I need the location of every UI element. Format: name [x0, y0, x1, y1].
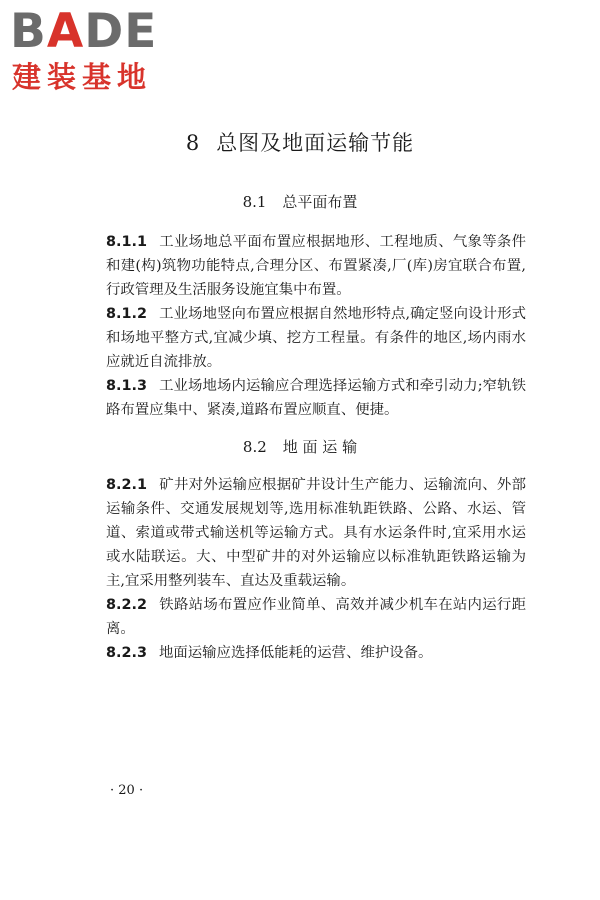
- clause-number: 8.2.3: [106, 645, 147, 661]
- clause-8-1-3: [106, 374, 526, 422]
- section-number: 8.2: [242, 438, 267, 456]
- clause-8-1-2: [106, 302, 526, 374]
- clause-number: 8.2.2: [106, 597, 147, 613]
- clause-text: 工业场地总平面布置应根据地形、工程地质、气象等条件和建(构)筑物功能特点,合理分区、布置紧凑,厂(库)房宜联合布置,行政管理及生活服务设施宜集中布置。: [106, 234, 526, 298]
- clause-text: 铁路站场布置应作业简单、高效并减少机车在站内运行距离。: [106, 597, 526, 637]
- logo-subtitle: 建装基地: [12, 60, 153, 94]
- clause-8-2-2: [106, 593, 526, 641]
- clause-number: 8.1.2: [106, 306, 147, 322]
- section-title-text: 地 面 运 输: [282, 438, 358, 456]
- bade-logo: [10, 6, 185, 96]
- section-title: [0, 191, 600, 213]
- clause-text: 工业场地场内运输应合理选择运输方式和牵引动力;窄轨铁路布置应集中、紧凑,道路布置应顺直、便捷。: [106, 378, 526, 418]
- chapter-title-text: 总图及地面运输节能: [216, 131, 415, 155]
- clause-8-2-3: [106, 641, 526, 665]
- clause-text: 工业场地竖向布置应根据自然地形特点,确定竖向设计形式和场地平整方式,宜减少填、挖方工程量。有条件的地区,场内雨水应就近自流排放。: [106, 306, 526, 370]
- clause-number: 8.2.1: [106, 477, 147, 493]
- logo-wordmark: BADE: [10, 4, 158, 59]
- clause-number: 8.1.1: [106, 234, 147, 250]
- section-title: [0, 436, 600, 458]
- chapter-number: 8: [185, 131, 201, 155]
- section-title-text: 总平面布置: [282, 193, 358, 211]
- clause-8-2-1: [106, 473, 526, 593]
- clause-text: 地面运输应选择低能耗的运营、维护设备。: [158, 645, 433, 661]
- clause-8-1-1: [106, 230, 526, 302]
- chapter-title: [0, 128, 600, 158]
- page-number: · 20 ·: [110, 783, 144, 798]
- section-number: 8.1: [242, 193, 267, 211]
- clause-text: 矿井对外运输应根据矿井设计生产能力、运输流向、外部运输条件、交通发展规划等,选用标准轨距铁路、公路、水运、管道、索道或带式输送机等运输方式。具有水运条件时,宜采用水运或水陆联运。大、中型矿井的对外运输应以标准轨距铁路运输为主,宜采用整列装车、直达及重载运输。: [106, 477, 526, 589]
- clause-number: 8.1.3: [106, 378, 147, 394]
